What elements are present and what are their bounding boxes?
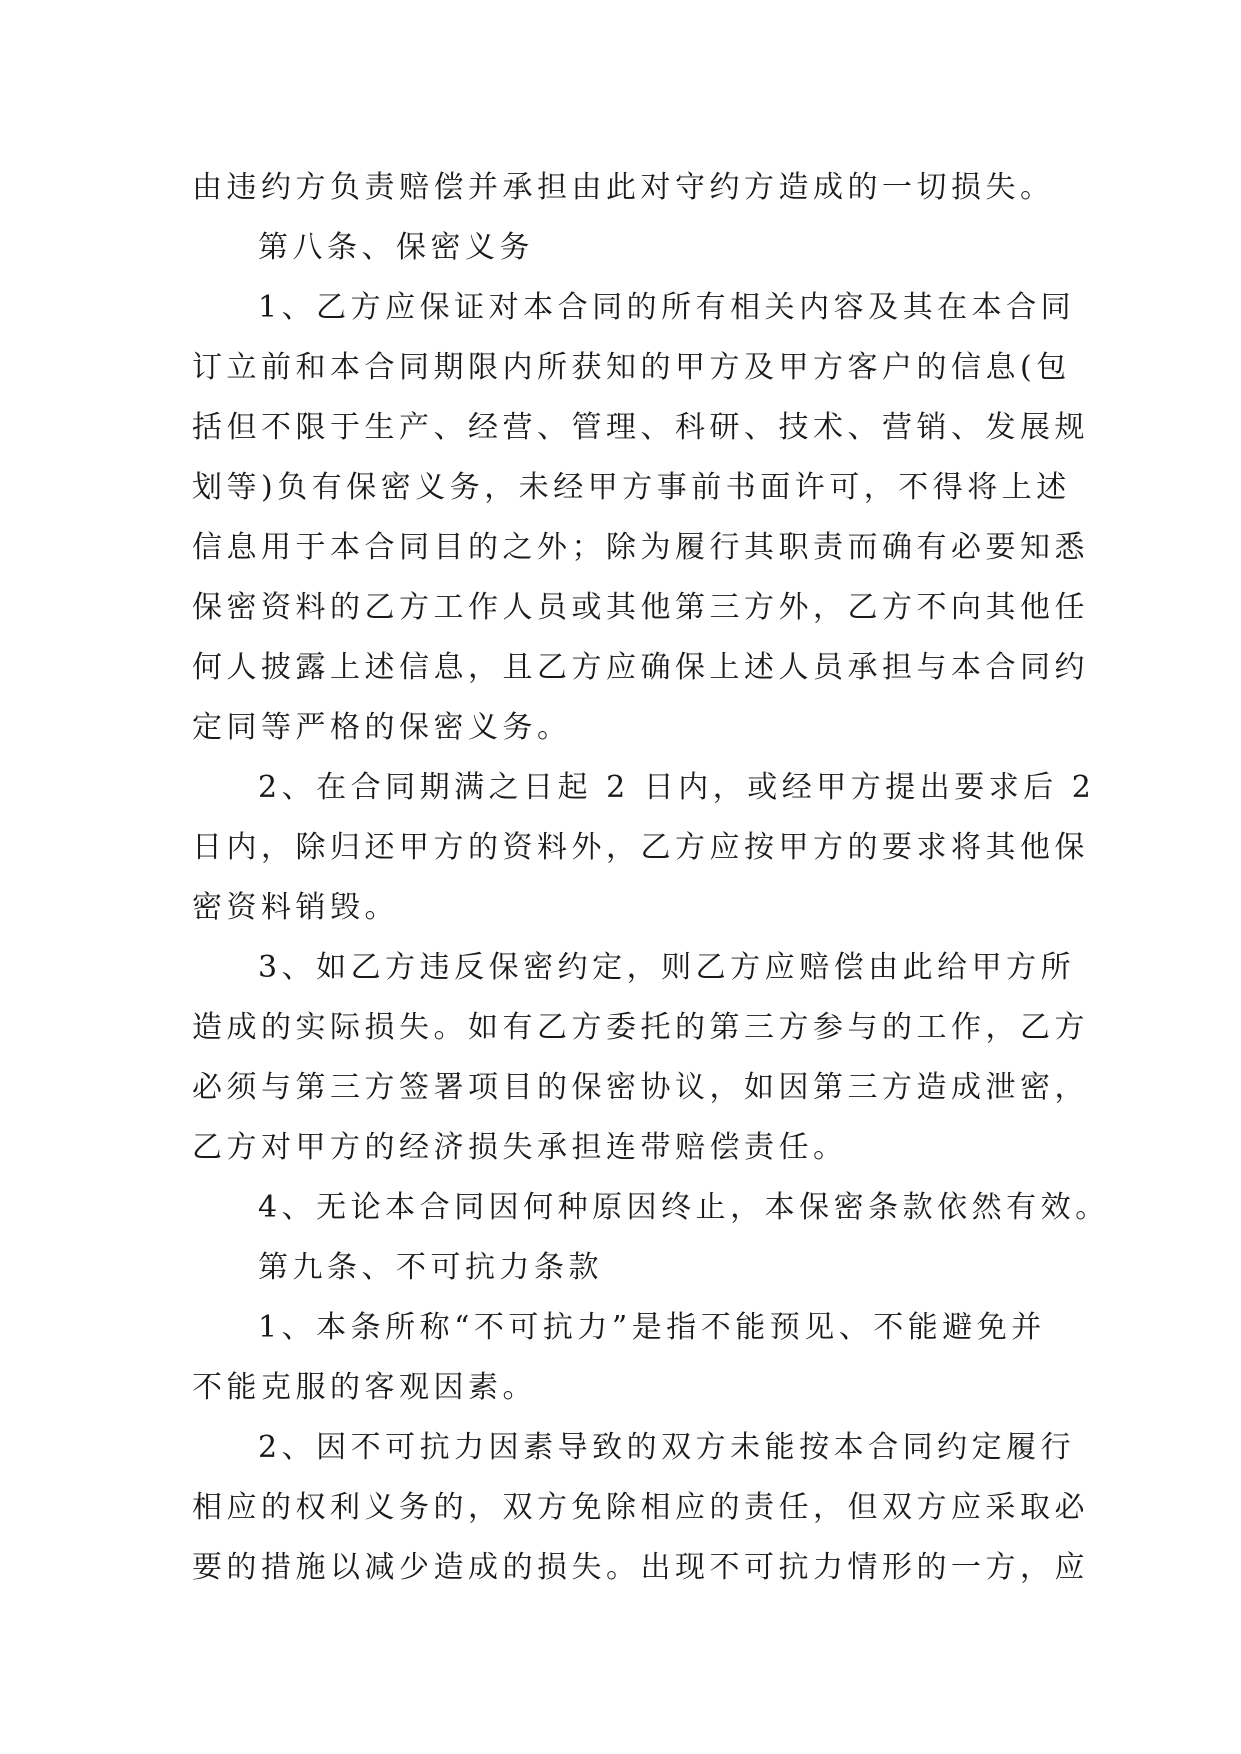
- text-line: 必须与第三方签署项目的保密协议，如因第三方造成泄密，: [192, 1070, 1089, 1105]
- text-line: 划等)负有保密义务，未经甲方事前书面许可，不得将上述: [192, 470, 1071, 505]
- text-line: 何人披露上述信息，且乙方应确保上述人员承担与本合同约: [192, 650, 1089, 685]
- text-line: 信息用于本合同目的之外；除为履行其职责而确有必要知悉: [192, 530, 1089, 565]
- text-line: 2、在合同期满之日起 2 日内，或经甲方提出要求后 2: [258, 770, 1096, 805]
- text-line: 3、如乙方违反保密约定，则乙方应赔偿由此给甲方所: [258, 950, 1076, 985]
- text-line: 1、本条所称“不可抗力”是指不能预见、不能避免并: [258, 1310, 1046, 1345]
- text-line: 由违约方负责赔偿并承担由此对守约方造成的一切损失。: [192, 170, 1055, 205]
- text-line: 括但不限于生产、经营、管理、科研、技术、营销、发展规: [192, 410, 1089, 445]
- text-line: 不能克服的客观因素。: [192, 1370, 537, 1405]
- text-line: 相应的权利义务的，双方免除相应的责任，但双方应采取必: [192, 1490, 1089, 1525]
- section-heading: 第九条、不可抗力条款: [258, 1250, 603, 1285]
- text-line: 1、乙方应保证对本合同的所有相关内容及其在本合同: [258, 290, 1076, 325]
- text-line: 保密资料的乙方工作人员或其他第三方外，乙方不向其他任: [192, 590, 1089, 625]
- text-line: 定同等严格的保密义务。: [192, 710, 572, 745]
- text-line: 订立前和本合同期限内所获知的甲方及甲方客户的信息(包: [192, 350, 1071, 385]
- text-line: 乙方对甲方的经济损失承担连带赔偿责任。: [192, 1130, 848, 1165]
- text-line: 4、无论本合同因何种原因终止，本保密条款依然有效。: [258, 1190, 1110, 1225]
- text-line: 2、因不可抗力因素导致的双方未能按本合同约定履行: [258, 1430, 1076, 1465]
- section-heading: 第八条、保密义务: [258, 230, 534, 265]
- document-body: [192, 158, 1110, 1598]
- text-line: 密资料销毁。: [192, 890, 399, 925]
- text-line: 要的措施以减少造成的损失。出现不可抗力情形的一方，应: [192, 1550, 1089, 1585]
- text-line: 造成的实际损失。如有乙方委托的第三方参与的工作，乙方: [192, 1010, 1089, 1045]
- text-line: 日内，除归还甲方的资料外，乙方应按甲方的要求将其他保: [192, 830, 1089, 865]
